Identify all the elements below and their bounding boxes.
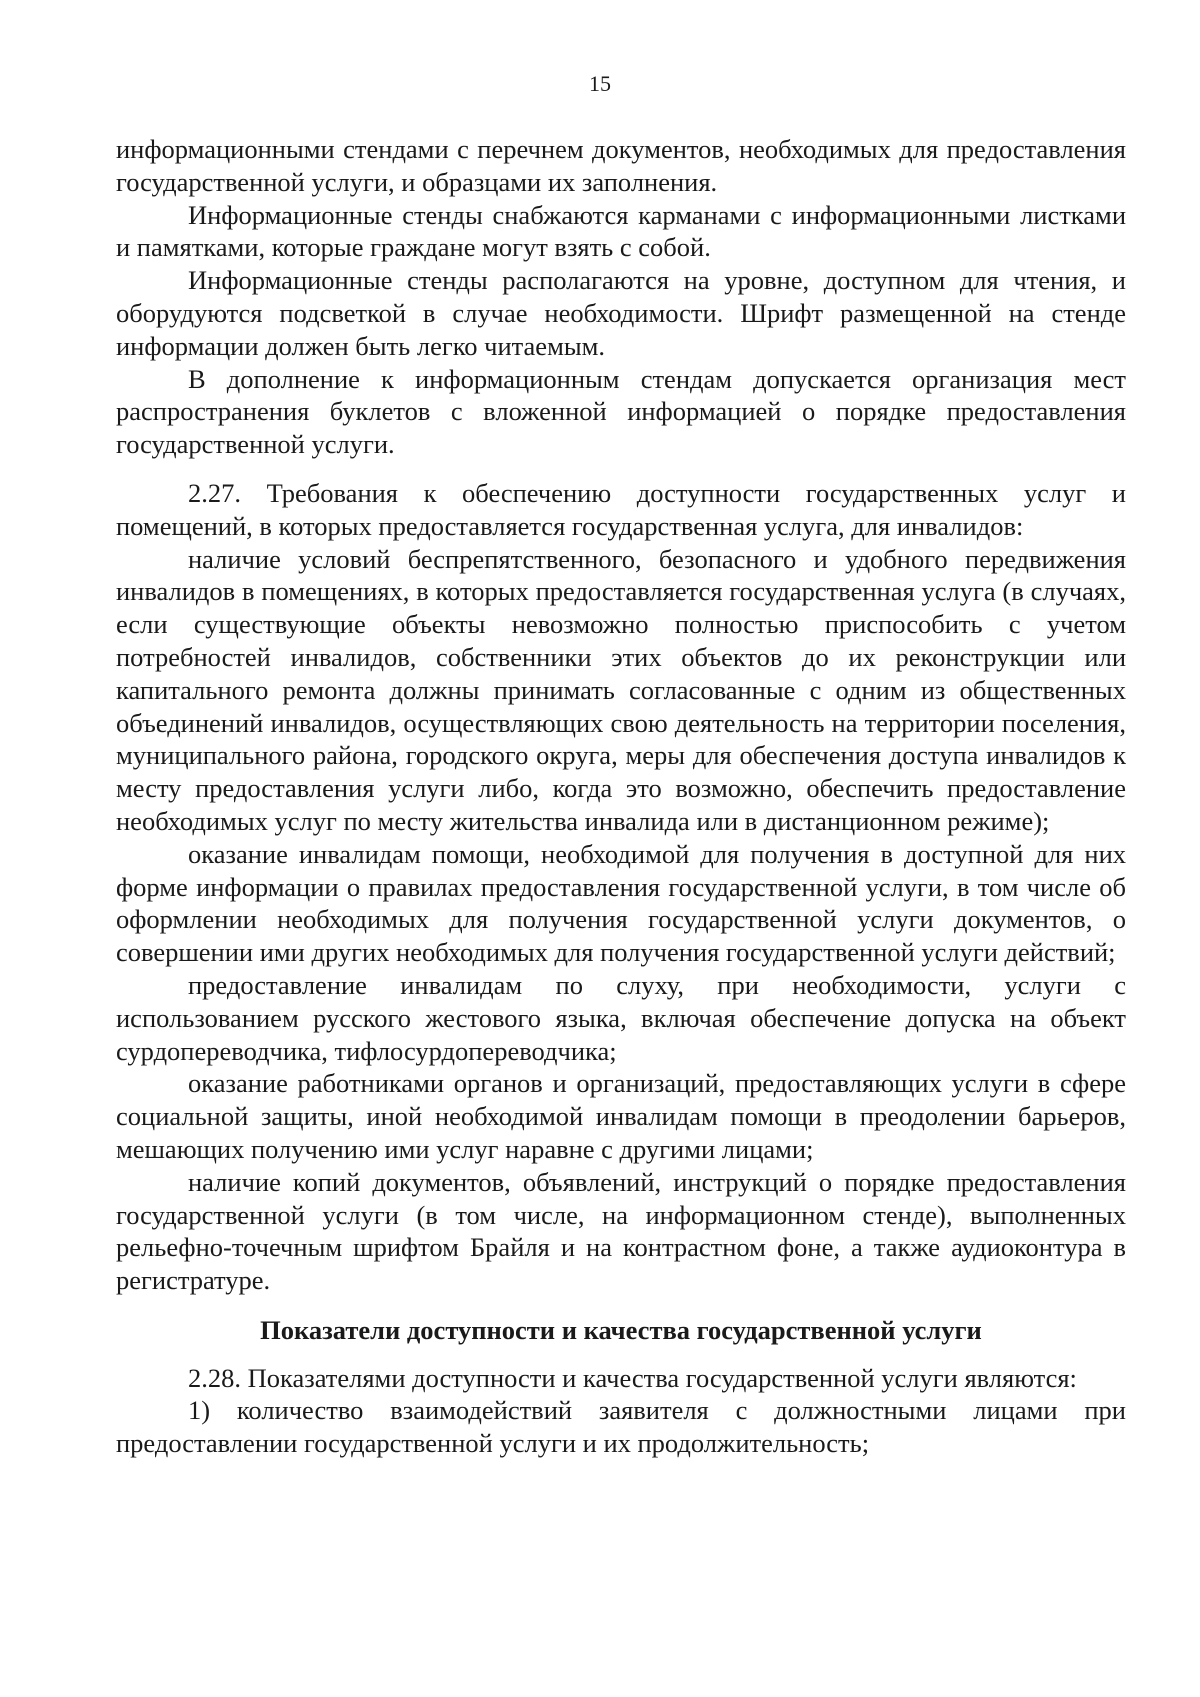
paragraph: Информационные стенды снабжаются карманами с информационными листками и памятками, которые граждане могут взять с собой.	[116, 199, 1126, 263]
section-heading: Показатели доступности и качества государственной услуги	[260, 1314, 982, 1345]
paragraph-continued: информационными стендами с перечнем документов, необходимых для предоставления государственной услуги, и образцами их заполнения.	[116, 134, 1126, 197]
section-2-27-item: наличие копий документов, объявлений, инструкций о порядке предоставления государственной услуги (в том числе, на информационном стенде), выполненных рельефно-точечным шрифтом Брайля и на контрастном фоне, а также аудиоконтура в регистратуре.	[116, 1166, 1126, 1296]
section-2-28-intro: 2.28. Показателями доступности и качества государственной услуги являются:	[188, 1362, 1077, 1393]
section-2-28-item: 1) количество взаимодействий заявителя с должностными лицами при предоставлении государственной услуги и их продолжительность;	[116, 1395, 1126, 1459]
section-2-27-intro: 2.27. Требования к обеспечению доступности государственных услуг и помещений, в которых предоставляется государственная услуга, для инвалидов:	[116, 477, 1126, 541]
page-number: 15	[589, 71, 611, 96]
paragraph: Информационные стенды располагаются на уровне, доступном для чтения, и оборудуются подсветкой в случае необходимости. Шрифт размещенной на стенде информации должен быть легко читаемым.	[116, 265, 1126, 361]
section-2-27-item: предоставление инвалидам по слуху, при необходимости, услуги с использованием русского жестового языка, включая обеспечение допуска на объект сурдопереводчика, тифлосурдопереводчика;	[116, 969, 1126, 1066]
section-2-27-item: оказание инвалидам помощи, необходимой для получения в доступной для них форме информации о правилах предоставления государственной услуги, в том числе об оформлении необходимых для получения государственной услуги документов, о совершении ими других необходимых для получения государственной услуги действий;	[116, 838, 1126, 968]
section-2-27-item: наличие условий беспрепятственного, безопасного и удобного передвижения инвалидов в помещениях, в которых предоставляется государственная услуга (в случаях, если существующие объекты невозможно полностью приспособить с учетом потребностей инвалидов, собственники этих объектов до их реконструкции или капитального ремонта должны принимать согласованные с одним из общественных объединений инвалидов, осуществляющих свою деятельность на территории поселения, муниципального района, городского округа, меры для обеспечения доступа инвалидов к месту предоставления услуги либо, когда это возможно, обеспечить предоставление необходимых услуг по месту жительства инвалида или в дистанционном режиме);	[116, 543, 1126, 836]
paragraph: В дополнение к информационным стендам допускается организация мест распространения буклетов с вложенной информацией о порядке предоставления государственной услуги.	[116, 363, 1126, 460]
section-2-27-item: оказание работниками органов и организаций, предоставляющих услуги в сфере социальной защиты, иной необходимой инвалидам помощи в преодолении барьеров, мешающих получению ими услуг наравне с другими лицами;	[116, 1068, 1126, 1164]
document-body	[116, 133, 1126, 1460]
